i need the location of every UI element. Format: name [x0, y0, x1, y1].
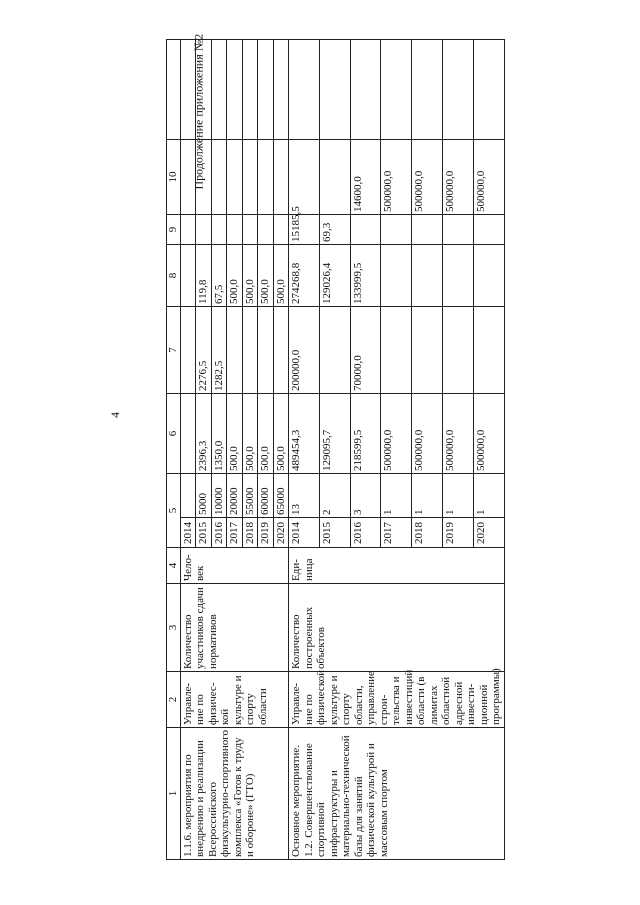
local-funding-cell [242, 215, 258, 245]
year-cell: 2020 [273, 518, 289, 548]
regional-funding-cell [473, 245, 504, 307]
empty-cell [227, 40, 243, 140]
column-number: 4 [167, 548, 181, 584]
indicator-value-cell: 65000 [273, 474, 289, 518]
indicator-value-cell: 20000 [227, 474, 243, 518]
regional-funding-cell: 500,0 [258, 245, 274, 307]
total-funding-cell: 500000,0 [442, 394, 473, 474]
local-funding-cell: 69,3 [319, 215, 350, 245]
other-funding-cell [227, 140, 243, 215]
total-funding-cell: 489454,3 [289, 394, 320, 474]
table-body [167, 33, 505, 860]
total-funding-cell: 500,0 [273, 394, 289, 474]
year-cell: 2014 [289, 518, 320, 548]
page-number: 4 [108, 412, 122, 418]
year-cell: 2018 [412, 518, 443, 548]
regional-funding-cell: 133999,5 [350, 245, 381, 307]
total-funding-cell: 2396,3 [196, 394, 212, 474]
federal-funding-cell [180, 307, 196, 394]
activity-name-cell: 1.1.6. мероприятия по внедрению и реализации Всероссийского физкультурно-спортивного комплекса «Готов к труду и обороне» (ГТО) [180, 728, 289, 860]
table-row [180, 40, 196, 860]
other-funding-cell: 500000,0 [473, 140, 504, 215]
table-caption: Продолжение приложения №2 [191, 33, 206, 190]
federal-funding-cell: 70000,0 [350, 307, 381, 394]
total-funding-cell: 500,0 [242, 394, 258, 474]
local-funding-cell [473, 215, 504, 245]
year-cell: 2016 [211, 518, 227, 548]
indicator-value-cell: 60000 [258, 474, 274, 518]
federal-funding-cell [412, 307, 443, 394]
column-number: 8 [167, 245, 181, 307]
indicator-value-cell: 55000 [242, 474, 258, 518]
table-row [289, 40, 320, 860]
local-funding-cell [258, 215, 274, 245]
unit-cell: Еди-ница [289, 548, 505, 584]
empty-cell [211, 40, 227, 140]
federal-funding-cell [319, 307, 350, 394]
column-number: 2 [167, 672, 181, 728]
local-funding-cell [412, 215, 443, 245]
total-funding-cell: 500000,0 [473, 394, 504, 474]
federal-funding-cell: 2276,5 [196, 307, 212, 394]
empty-cell [196, 40, 212, 140]
indicator-value-cell: 10000 [211, 474, 227, 518]
empty-cell [350, 40, 381, 140]
responsible-executor-cell: Управле-ние по физической культуре и спорту области, управление строи-тельства и инвестиций области (в лимитах областной адресной инвести-ционной программы) [289, 672, 505, 728]
other-funding-cell: 500000,0 [381, 140, 412, 215]
unit-cell: Чело-век [180, 548, 289, 584]
regional-funding-cell [412, 245, 443, 307]
local-funding-cell [227, 215, 243, 245]
local-funding-cell [196, 215, 212, 245]
column-number: 10 [167, 140, 181, 215]
regional-funding-cell [381, 245, 412, 307]
program-table [166, 33, 505, 860]
federal-funding-cell: 1282,5 [211, 307, 227, 394]
regional-funding-cell: 500,0 [273, 245, 289, 307]
empty-cell [473, 40, 504, 140]
other-funding-cell [258, 140, 274, 215]
total-funding-cell: 1350,0 [211, 394, 227, 474]
empty-cell [242, 40, 258, 140]
total-funding-cell: 218599,5 [350, 394, 381, 474]
other-funding-cell: 500000,0 [442, 140, 473, 215]
column-number: 6 [167, 394, 181, 474]
total-funding-cell [180, 394, 196, 474]
year-cell: 2019 [258, 518, 274, 548]
regional-funding-cell: 500,0 [227, 245, 243, 307]
other-funding-cell: 14600,0 [350, 140, 381, 215]
other-funding-cell [273, 140, 289, 215]
empty-cell [319, 40, 350, 140]
federal-funding-cell: 200000,0 [289, 307, 320, 394]
regional-funding-cell: 67,5 [211, 245, 227, 307]
empty-cell [289, 40, 320, 140]
column-number: 7 [167, 307, 181, 394]
other-funding-cell [242, 140, 258, 215]
indicator-name-cell: Количество участников сдачи нормативов [180, 584, 289, 672]
local-funding-cell [180, 215, 196, 245]
year-cell: 2018 [242, 518, 258, 548]
indicator-value-cell: 1 [442, 474, 473, 518]
local-funding-cell [381, 215, 412, 245]
indicator-value-cell: 13 [289, 474, 320, 518]
local-funding-cell: 15185,5 [289, 215, 320, 245]
indicator-value-cell: 1 [412, 474, 443, 518]
column-number: 9 [167, 215, 181, 245]
year-cell: 2015 [196, 518, 212, 548]
other-funding-cell [180, 140, 196, 215]
indicator-value-cell: 1 [473, 474, 504, 518]
federal-funding-cell [273, 307, 289, 394]
empty-cell [442, 40, 473, 140]
column-number: 5 [167, 474, 181, 548]
federal-funding-cell [442, 307, 473, 394]
responsible-executor-cell: Управле-ние по физичес-кой культуре и спорту области [180, 672, 289, 728]
column-number [167, 40, 181, 140]
regional-funding-cell [442, 245, 473, 307]
total-funding-cell: 500000,0 [412, 394, 443, 474]
local-funding-cell [211, 215, 227, 245]
regional-funding-cell [180, 245, 196, 307]
total-funding-cell: 500,0 [227, 394, 243, 474]
local-funding-cell [350, 215, 381, 245]
regional-funding-cell: 500,0 [242, 245, 258, 307]
year-cell: 2017 [381, 518, 412, 548]
year-cell: 2015 [319, 518, 350, 548]
column-number-row [167, 40, 181, 860]
other-funding-cell [196, 140, 212, 215]
year-cell: 2019 [442, 518, 473, 548]
federal-funding-cell [473, 307, 504, 394]
year-cell: 2014 [180, 518, 196, 548]
indicator-value-cell: 2 [319, 474, 350, 518]
empty-cell [412, 40, 443, 140]
federal-funding-cell [227, 307, 243, 394]
indicator-value-cell [180, 474, 196, 518]
local-funding-cell [442, 215, 473, 245]
other-funding-cell [289, 140, 320, 215]
year-cell: 2016 [350, 518, 381, 548]
regional-funding-cell: 119,8 [196, 245, 212, 307]
empty-cell [180, 40, 196, 140]
column-number: 3 [167, 584, 181, 672]
total-funding-cell: 500,0 [258, 394, 274, 474]
indicator-name-cell: Количество построенных объектов [289, 584, 505, 672]
column-number: 1 [167, 728, 181, 860]
regional-funding-cell: 129026,4 [319, 245, 350, 307]
regional-funding-cell: 274268,8 [289, 245, 320, 307]
activity-name-cell: Основное мероприятие. 1.2. Совершенствование спортивной инфраструктуры и материально-технической базы для занятий физической культурой и массовым спортом [289, 728, 505, 860]
other-funding-cell [319, 140, 350, 215]
rotated-table-container [166, 33, 638, 860]
total-funding-cell: 500000,0 [381, 394, 412, 474]
empty-cell [258, 40, 274, 140]
indicator-value-cell: 1 [381, 474, 412, 518]
federal-funding-cell [242, 307, 258, 394]
year-cell: 2020 [473, 518, 504, 548]
indicator-value-cell: 5000 [196, 474, 212, 518]
empty-cell [273, 40, 289, 140]
other-funding-cell: 500000,0 [412, 140, 443, 215]
total-funding-cell: 129095,7 [319, 394, 350, 474]
year-cell: 2017 [227, 518, 243, 548]
local-funding-cell [273, 215, 289, 245]
federal-funding-cell [258, 307, 274, 394]
empty-cell [381, 40, 412, 140]
other-funding-cell [211, 140, 227, 215]
indicator-value-cell: 3 [350, 474, 381, 518]
federal-funding-cell [381, 307, 412, 394]
